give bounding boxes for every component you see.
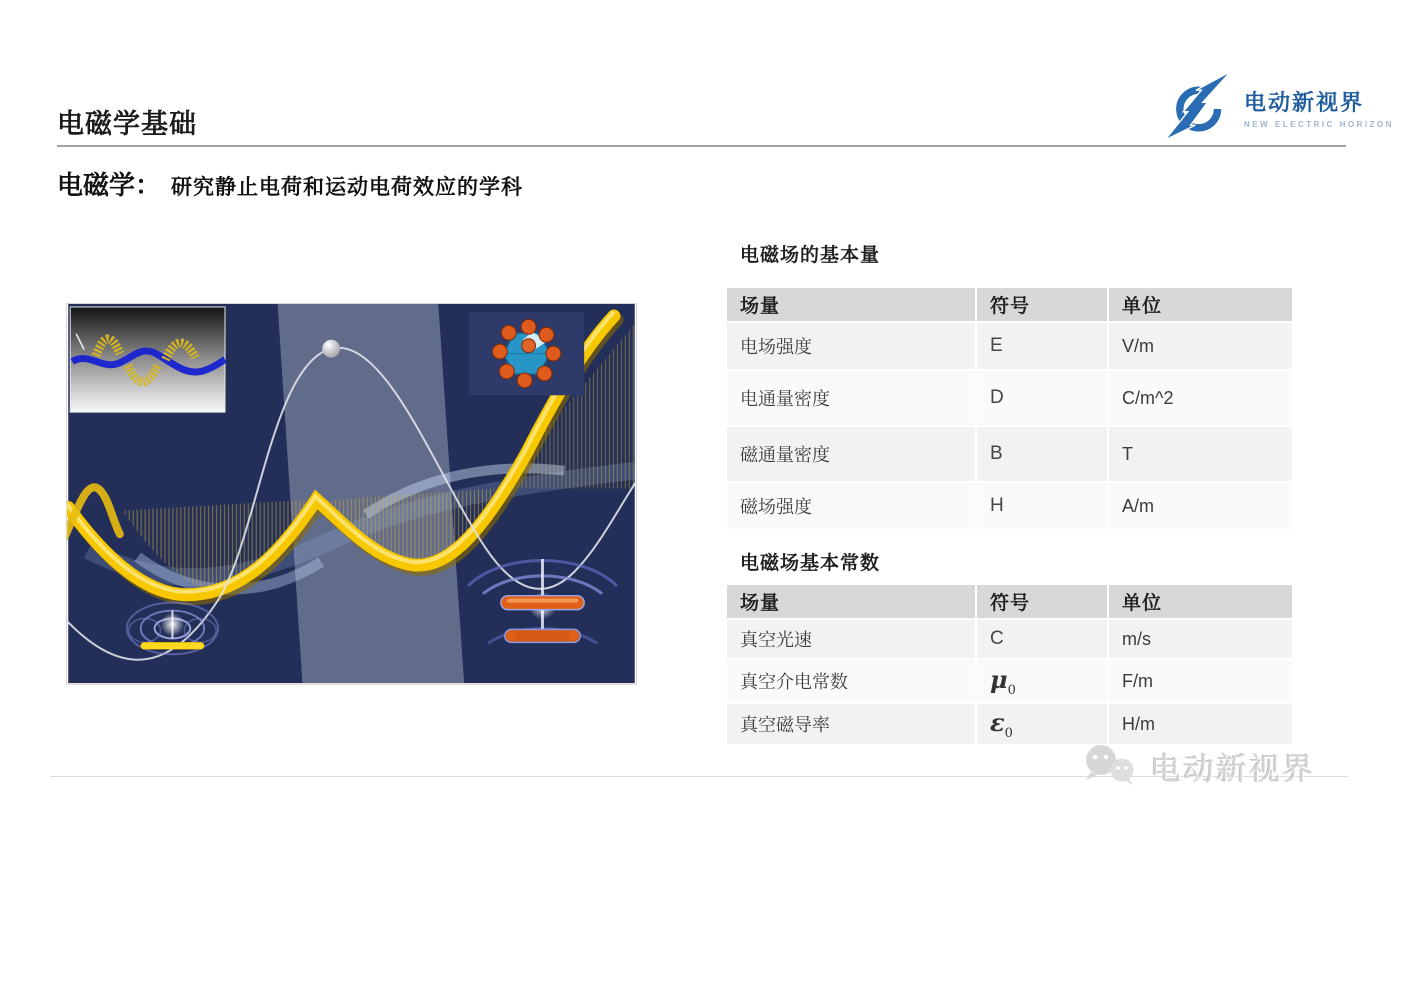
em-wave-illustration: [67, 304, 636, 683]
symbol-cell: $\mu_0$: [977, 660, 1107, 702]
symbol-cell: H: [977, 483, 1107, 529]
column-header-symbol: 符号: [977, 585, 1107, 618]
title-underline: [57, 145, 1346, 147]
unit-cell: V/m: [1109, 323, 1292, 369]
symbol-cell: E: [977, 323, 1107, 369]
basic-quantities-table: [727, 288, 1288, 529]
unit-cell: H/m: [1109, 704, 1292, 744]
quantity-cell: 磁场强度: [727, 483, 975, 529]
quantity-cell: 真空磁导率: [727, 704, 975, 744]
watermark: [1080, 741, 1315, 791]
column-header-unit: 单位: [1109, 585, 1292, 618]
symbol-cell: C: [977, 620, 1107, 658]
inset-wave-thumbnail: [70, 307, 225, 412]
unit-cell: C/m^2: [1109, 371, 1292, 425]
constants-table-title: 电磁场基本常数: [740, 553, 881, 574]
constants-table: [727, 585, 1288, 744]
basic-quantities-table-title: 电磁场的基本量: [740, 245, 881, 266]
page-title: 电磁学基础: [57, 109, 197, 139]
logo-text: [1244, 86, 1394, 129]
quantity-cell: 磁通量密度: [727, 427, 975, 481]
quantity-cell: 真空光速: [727, 620, 975, 658]
lead-sentence: [57, 165, 523, 202]
logo-name: 电动新视界: [1244, 89, 1365, 115]
logo-tagline: NEW ELECTRIC HORIZON: [1244, 119, 1394, 129]
symbol-cell: B: [977, 427, 1107, 481]
dipole-field-thumbnail: [127, 603, 218, 655]
wechat-icon: [1080, 741, 1142, 791]
unit-cell: m/s: [1109, 620, 1292, 658]
watermark-text: 电动新视界: [1150, 751, 1315, 787]
molecule-thumbnail: [469, 312, 584, 395]
quantity-cell: 电通量密度: [727, 371, 975, 425]
lightning-circle-icon: [1158, 70, 1238, 144]
symbol-cell: D: [977, 371, 1107, 425]
quantity-cell: 真空介电常数: [727, 660, 975, 702]
unit-cell: F/m: [1109, 660, 1292, 702]
symbol-cell: $\varepsilon_0$: [977, 704, 1107, 744]
lead-term: 电磁学：: [57, 170, 162, 200]
column-header-quantity: 场量: [727, 585, 975, 618]
em-wave-figure: [66, 303, 637, 685]
lead-definition: 研究静止电荷和运动电荷效应的学科: [171, 176, 524, 199]
column-header-symbol: 符号: [977, 288, 1107, 321]
column-header-unit: 单位: [1109, 288, 1292, 321]
quantity-cell: 电场强度: [727, 323, 975, 369]
column-header-quantity: 场量: [727, 288, 975, 321]
unit-cell: T: [1109, 427, 1292, 481]
logo: [1158, 70, 1394, 144]
unit-cell: A/m: [1109, 483, 1292, 529]
